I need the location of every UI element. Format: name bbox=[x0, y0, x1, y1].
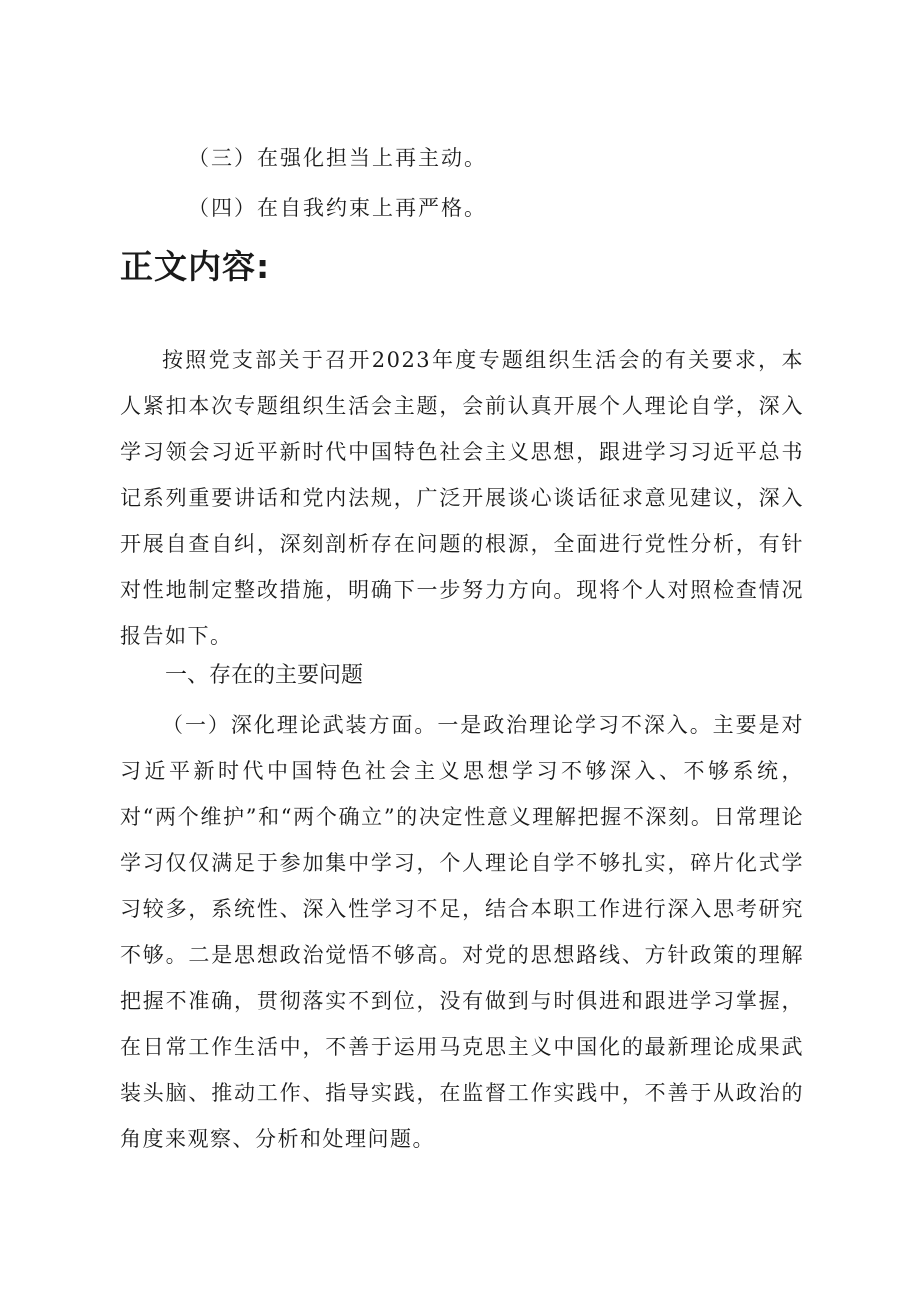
list-item-3: （三）在强化担当上再主动。 bbox=[188, 146, 487, 170]
problem-paragraph: （一）深化理论武装方面。一是政治理论学习不深入。主要是对习近平新时代中国特色社会主义思想学习不够深入、不够系统，对“两个维护”和“两个确立”的决定性意义理解把握不深刻。日常理论学习仅仅满足于参加集中学习，个人理论自学不够扎实，碎片化式学习较多，系统性、深入性学习不足，结合本职工作进行深入思考研究不够。二是思想政治觉悟不够高。对党的思想路线、方针政策的理解把握不准确，贯彻落实不到位，没有做到与时俱进和跟进学习掌握，在日常工作生活中，不善于运用马克思主义中国化的最新理论成果武装头脑、推动工作、指导实践，在监督工作实践中，不善于从政治的角度来观察、分析和处理问题。 bbox=[120, 713, 804, 1151]
section-title: 一、存在的主要问题 bbox=[165, 663, 364, 688]
intro-paragraph: 按照党支部关于召开2023年度专题组织生活会的有关要求，本人紧扣本次专题组织生活会主题，会前认真开展个人理论自学，深入学习领会习近平新时代中国特色社会主义思想，跟进学习习近平总书记系列重要讲话和党内法规，广泛开展谈心谈话征求意见建议，深入开展自查自纠，深刻剖析存在问题的根源，全面进行党性分析，有针对性地制定整改措施，明确下一步努力方向。现将个人对照检查情况报告如下。 bbox=[120, 348, 804, 648]
main-content-heading: 正文内容: bbox=[120, 247, 271, 286]
list-item-4: （四）在自我约束上再严格。 bbox=[188, 196, 487, 220]
